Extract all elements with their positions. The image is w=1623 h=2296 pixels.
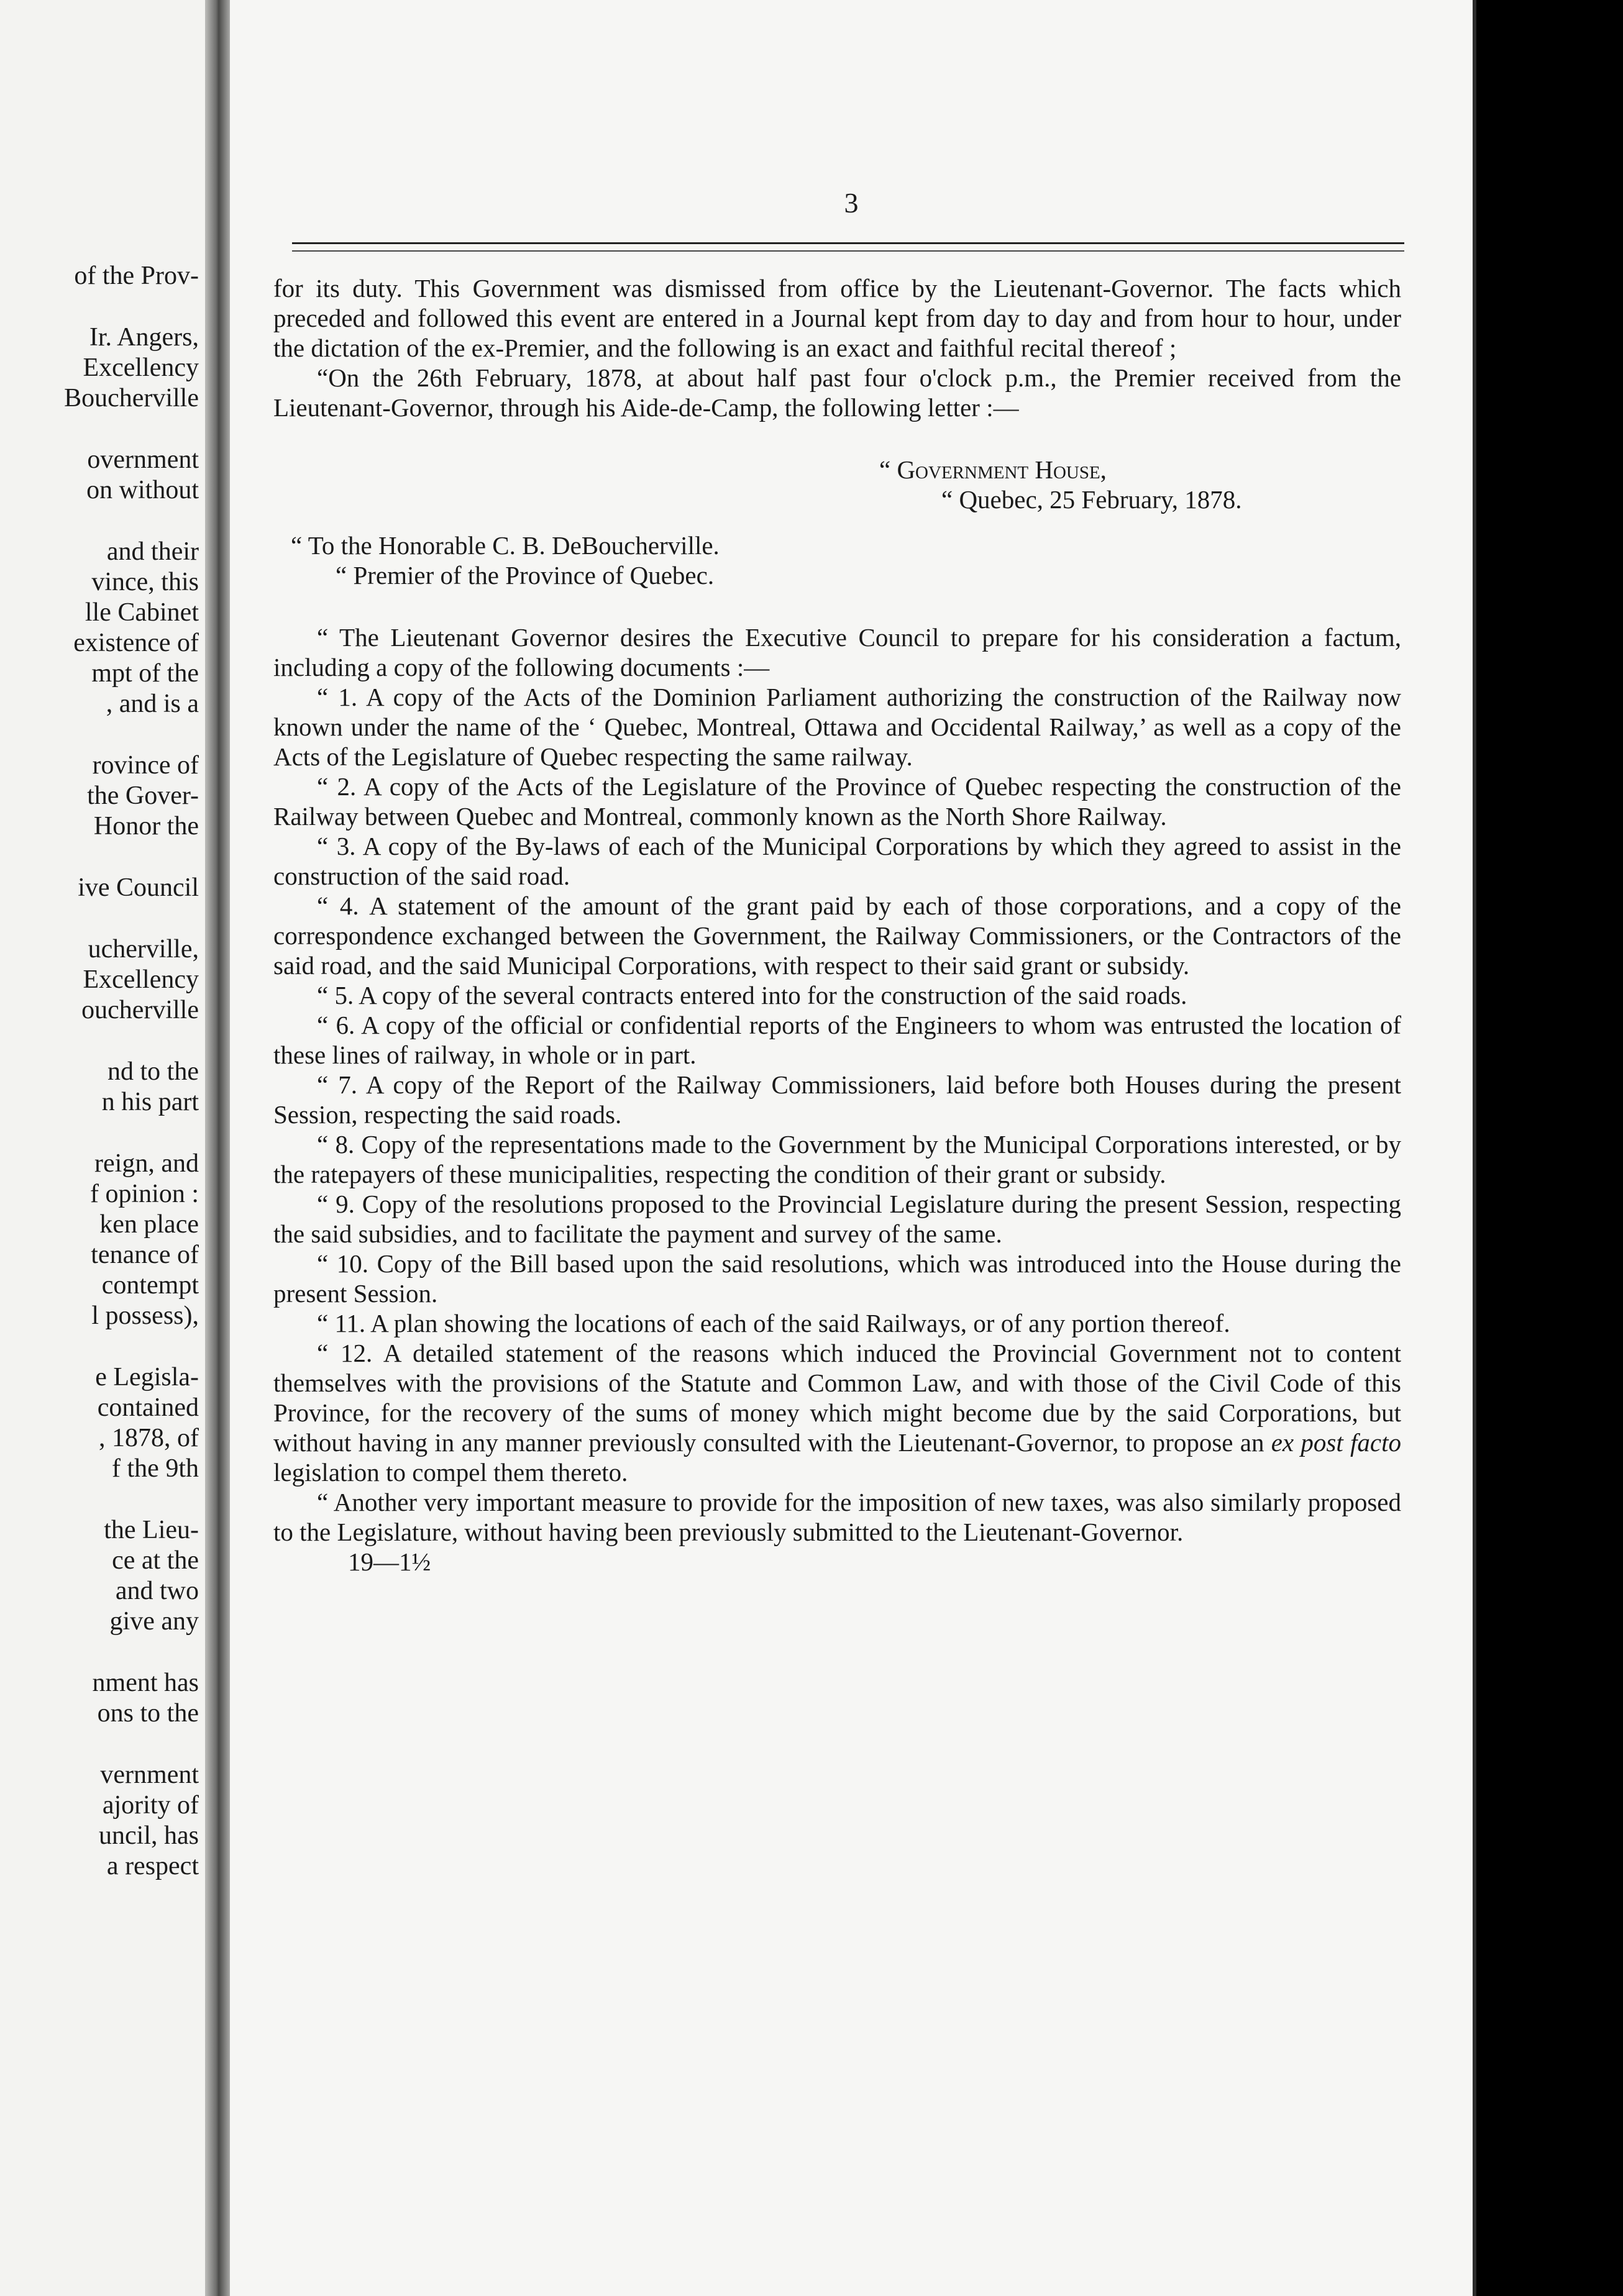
left-fragment: e Legisla-: [95, 1363, 199, 1392]
left-fragment: Honor the: [93, 812, 199, 840]
left-fragment: existence of: [73, 629, 199, 657]
left-fragment: contempt: [101, 1271, 199, 1300]
left-gap: [0, 1484, 199, 1515]
left-fragment: ive Council: [78, 873, 199, 902]
document-item-11: “ 11. A plan showing the locations of each of the said Railways, or of any portion thereof.: [317, 1309, 1230, 1337]
left-fragment: rovince of: [92, 751, 199, 780]
page-number: 3: [844, 187, 859, 219]
opening-paragraph: for its duty. This Government was dismissed from office by the Lieutenant-Governor. The facts which preceded and followed this event are entered in a Journal kept from day to day and from hour to hour, under the dictation of the ex-Premier, and the following is an exact and faithful recital thereof ;: [273, 274, 1401, 362]
left-fragment: and their: [106, 537, 199, 566]
addressee-line-1: “ To the Honorable C. B. DeBoucherville.: [291, 531, 720, 560]
scan-background: [1476, 0, 1623, 2296]
document-item-1: “ 1. A copy of the Acts of the Dominion Parliament authorizing the construction of the Railway now known under the name of the ‘ Quebec, Montreal, Ottawa and Occidental Railway,’ as well as a copy of the Acts of the Legislature of Quebec respecting the same railway.: [273, 683, 1401, 771]
left-fragment: lle Cabinet: [85, 598, 199, 627]
left-fragment: contained: [97, 1393, 199, 1422]
closing-paragraph: “ Another very important measure to provide for the imposition of new taxes, was also similarly proposed to the Legislature, without having been previously submitted to the Lieutenant-Governor.: [273, 1488, 1401, 1546]
spacer: [273, 590, 1401, 622]
left-fragment: n his part: [101, 1088, 199, 1116]
header-rule: [292, 242, 1404, 252]
addressee-line-2: “ Premier of the Province of Quebec.: [336, 561, 715, 590]
left-fragment: the Gover-: [87, 781, 199, 810]
left-fragment: ons to the: [97, 1699, 199, 1728]
left-fragment: uncil, has: [99, 1821, 199, 1850]
left-fragment: f opinion :: [90, 1180, 199, 1208]
intro-paragraph: “On the 26th February, 1878, at about half past four o'clock p.m., the Premier received from the Lieutenant-Governor, through his Aide-de-Camp, the following letter :—: [273, 363, 1401, 422]
left-fragment: on without: [86, 476, 199, 504]
left-gap: [0, 1118, 199, 1149]
letter-addressee: [273, 531, 1401, 590]
left-fragment: and two: [115, 1577, 199, 1605]
item-12-text-end: legislation to compel them thereto.: [273, 1458, 628, 1487]
document-item-10: “ 10. Copy of the Bill based upon the said resolutions, which was introduced into the House during the present Session.: [273, 1249, 1401, 1308]
left-fragment: ken place: [99, 1210, 199, 1239]
document-item-12: [273, 1338, 1401, 1487]
left-fragment: ucherville,: [88, 935, 199, 964]
document-item-8: “ 8. Copy of the representations made to the Government by the Municipal Corporations interested, or by the ratepayers of these municipalities, respecting the condition of their grant or subsidy.: [273, 1130, 1401, 1188]
left-fragment: Boucherville: [64, 384, 199, 412]
left-gap: [0, 719, 199, 750]
left-gap: [0, 1331, 199, 1362]
page-body: [273, 273, 1401, 1577]
left-fragment: f the 9th: [112, 1454, 199, 1483]
left-fragment: Excellency: [83, 353, 199, 382]
left-gap: [0, 842, 199, 873]
left-fragment: tenance of: [91, 1241, 199, 1269]
left-fragment: Ir. Angers,: [89, 323, 199, 352]
document-item-7: “ 7. A copy of the Report of the Railway Commissioners, laid before both Houses during the present Session, respecting the said roads.: [273, 1070, 1401, 1129]
item-12-italic: ex post facto: [1271, 1428, 1401, 1457]
left-fragment: nment has: [92, 1669, 199, 1697]
left-gap: [0, 506, 199, 537]
left-fragment: of the Prov-: [74, 262, 199, 290]
document-item-6: “ 6. A copy of the official or confidential reports of the Engineers to whom was entrusted the location of these lines of railway, in whole or in part.: [273, 1011, 1401, 1069]
left-page-text-column: [0, 261, 199, 1882]
letter-date: “ Quebec, 25 February, 1878.: [941, 485, 1242, 514]
left-gap: [0, 291, 199, 322]
left-fragment: oucherville: [81, 996, 199, 1024]
left-fragment: l possess),: [91, 1301, 199, 1330]
signature-mark: 19—1½: [348, 1547, 431, 1576]
request-paragraph: “ The Lieutenant Governor desires the Executive Council to prepare for his consideration a factum, including a copy of the following documents :—: [273, 623, 1401, 681]
left-fragment: give any: [109, 1607, 199, 1636]
document-item-3: “ 3. A copy of the By-laws of each of the Municipal Corporations by which they agreed to assist in the construction of the said road.: [273, 832, 1401, 890]
left-fragment: ajority of: [102, 1791, 199, 1820]
left-gap: [0, 1729, 199, 1760]
left-gap: [0, 903, 199, 934]
letter-place: “ Government House,: [879, 455, 1107, 484]
left-page: [0, 0, 205, 2296]
left-fragment: reign, and: [94, 1149, 199, 1178]
left-gap: [0, 414, 199, 445]
left-fragment: vernment: [100, 1761, 199, 1789]
document-item-4: “ 4. A statement of the amount of the grant paid by each of those corporations, and a copy of the correspondence exchanged between the Government, the Railway Commissioners, or the Contractors of the said road, and the said Municipal Corporations, with respect to their said grant or subsidy.: [273, 891, 1401, 980]
left-fragment: overnment: [87, 445, 199, 474]
left-fragment: Excellency: [83, 965, 199, 994]
letter-heading: [273, 455, 1401, 514]
left-fragment: , and is a: [106, 690, 199, 718]
document-item-5: “ 5. A copy of the several contracts entered into for the construction of the said roads.: [317, 981, 1187, 1009]
left-gap: [0, 1637, 199, 1668]
book-gutter: [205, 0, 230, 2296]
left-fragment: the Lieu-: [104, 1516, 199, 1544]
item-12-text: “ 12. A detailed statement of the reasons which induced the Provincial Government not to content themselves with the provisions of the Statute and Common Law, and with those of the Civil Code of this Province, for the recovery of the sums of money which might become due by the said Corporations, but without having in any manner previously consulted with the Lieutenant-Governor, to propose an: [273, 1339, 1401, 1457]
left-gap: [0, 1026, 199, 1057]
left-fragment: , 1878, of: [99, 1424, 199, 1452]
left-fragment: ce at the: [112, 1546, 199, 1575]
left-fragment: vince, this: [91, 568, 199, 596]
document-item-9: “ 9. Copy of the resolutions proposed to the Provincial Legislature during the present Session, respecting the said subsidies, and to facilitate the payment and survey of the same.: [273, 1190, 1401, 1248]
left-fragment: nd to the: [107, 1057, 199, 1086]
left-fragment: mpt of the: [91, 659, 199, 688]
document-item-2: “ 2. A copy of the Acts of the Legislature of the Province of Quebec respecting the construction of the Railway between Quebec and Montreal, commonly known as the North Shore Railway.: [273, 772, 1401, 831]
left-fragment: a respect: [106, 1852, 199, 1880]
